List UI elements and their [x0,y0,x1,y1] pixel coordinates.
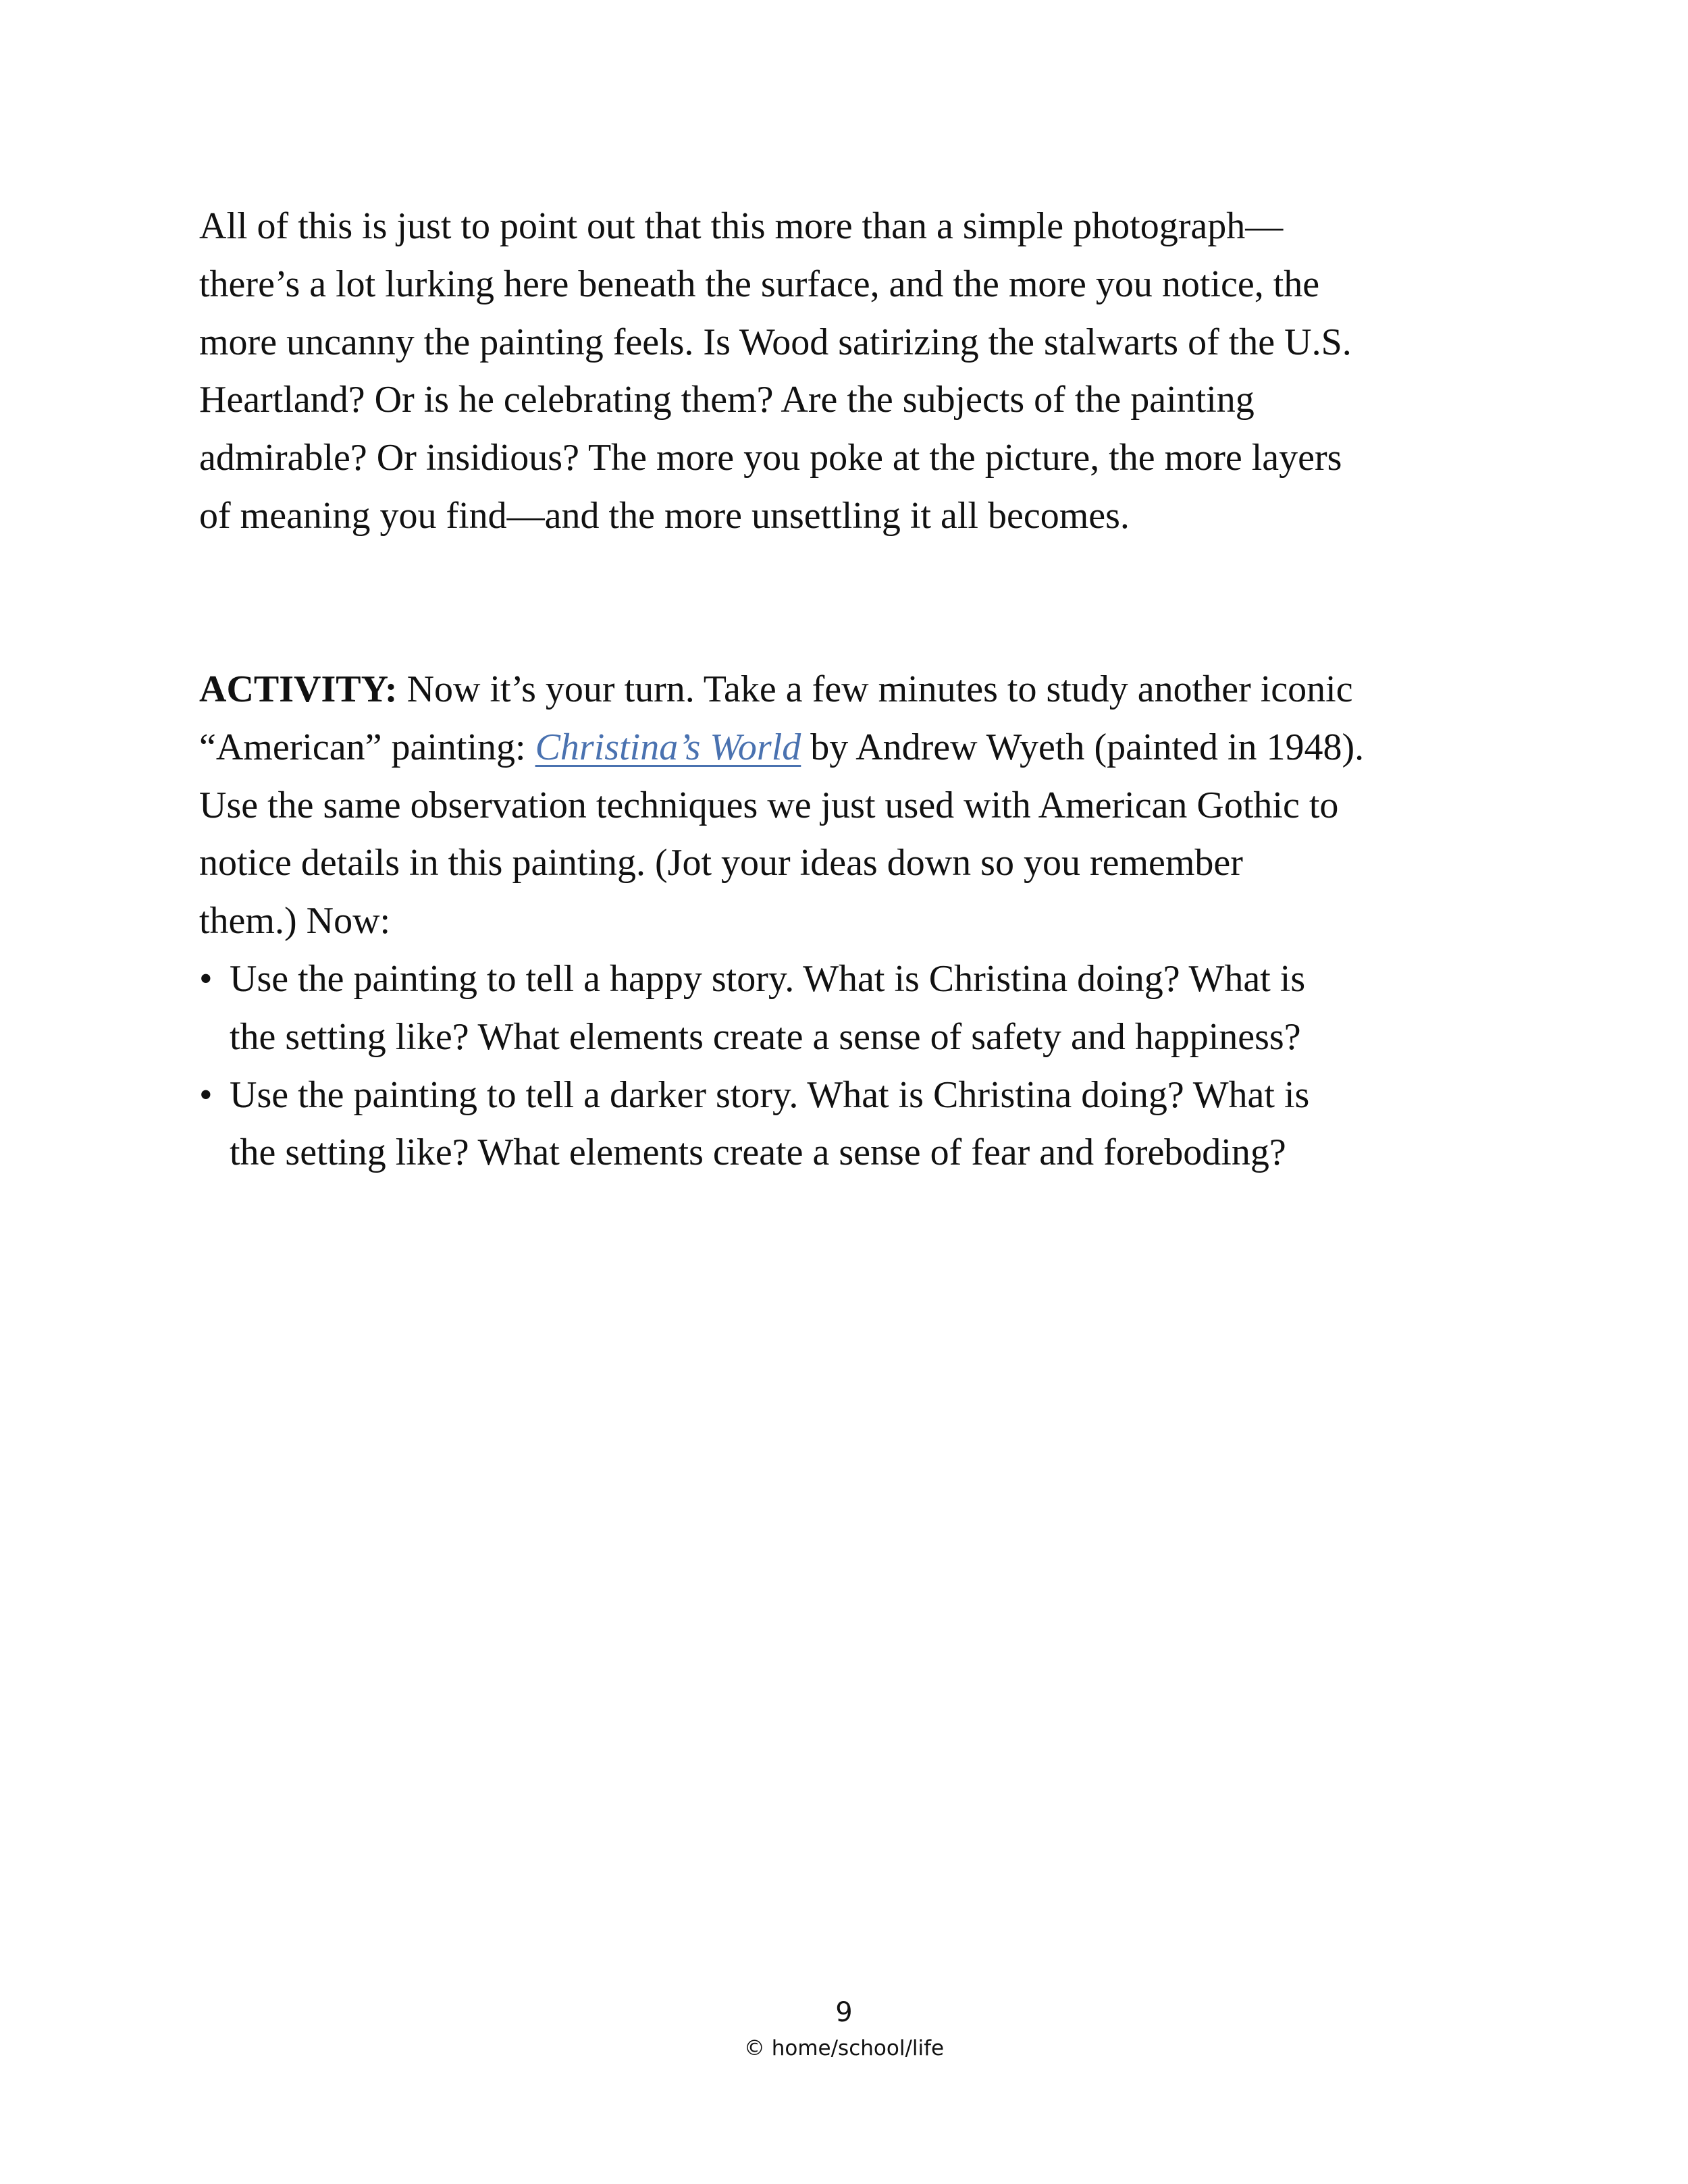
paragraph-line: Heartland? Or is he celebrating them? Are the subjects of the painting [199,379,1255,421]
paragraph-line: admirable? Or insidious? The more you poke at the picture, the more layers [199,437,1342,479]
activity-label: ACTIVITY: [199,668,398,710]
list-item-darker-story [199,1067,1550,1183]
list-item-line: the setting like? What elements create a sense of fear and foreboding? [230,1131,1286,1174]
paragraph-line: more uncanny the painting feels. Is Wood satirizing the stalwarts of the U.S. [199,321,1352,363]
list-item-line: the setting like? What elements create a sense of safety and happiness? [230,1015,1301,1058]
list-item-line: Use the painting to tell a happy story. What is Christina doing? What is [230,957,1306,1000]
activity-text: by Andrew Wyeth (painted in 1948). [801,726,1365,768]
activity-section [199,661,1550,1182]
copyright-notice: © home/school/life [743,2036,945,2060]
activity-line [199,719,1550,777]
christinas-world-link[interactable]: Christina’s World [535,726,801,768]
activity-line: them.) Now: [199,900,391,942]
bullet-icon: • [199,1073,213,1116]
paragraph-line: of meaning you find—and the more unsettling it all becomes. [199,494,1130,537]
activity-text: Now it’s your turn. Take a few minutes to study another iconic [397,668,1353,710]
activity-line [199,661,1550,719]
activity-text: “American” painting: [199,726,535,768]
page-number: 9 [835,1997,853,2028]
list-item-happy-story [199,951,1550,1067]
intro-paragraph [199,198,1550,545]
paragraph-line: All of this is just to point out that this more than a simple photograph— [199,205,1284,247]
bullet-icon: • [199,957,213,1000]
activity-line: notice details in this painting. (Jot your ideas down so you remember [199,842,1243,884]
list-item-line: Use the painting to tell a darker story. What is Christina doing? What is [230,1073,1310,1116]
paragraph-line: there’s a lot lurking here beneath the surface, and the more you notice, the [199,263,1320,305]
activity-line: Use the same observation techniques we just used with American Gothic to [199,784,1339,826]
